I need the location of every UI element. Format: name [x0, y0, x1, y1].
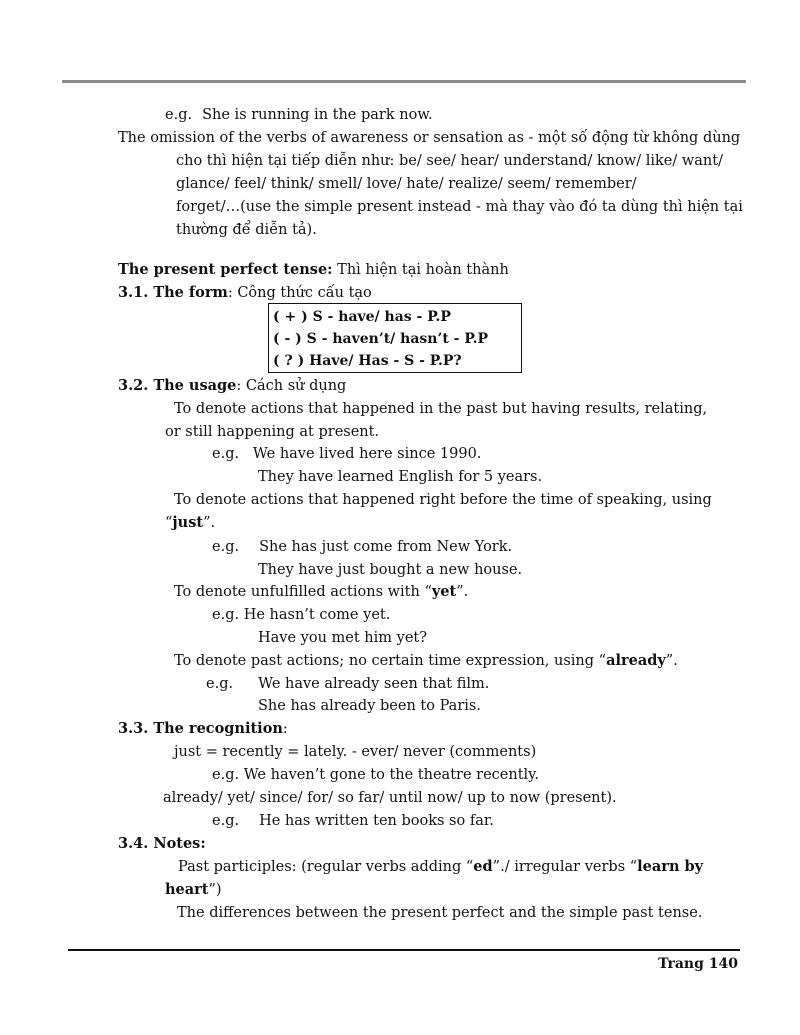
form-box — [268, 303, 522, 373]
subsection-heading-recognition: 3.3. The recognition: — [118, 720, 288, 737]
text-line: To denote past actions; no certain time expression, using “already”. — [174, 652, 678, 669]
text-line: “just”. — [165, 514, 216, 531]
form-question: ( ? ) Have/ Has - S - P.P? — [273, 353, 462, 369]
text-line: To denote actions that happened in the past but having results, relating, — [174, 401, 708, 417]
text-line: already/ yet/ since/ for/ so far/ until now/ up to now (present). — [163, 790, 617, 806]
example-line: e.g. We have already seen that film. — [206, 676, 490, 692]
example-line: Have you met him yet? — [258, 630, 428, 646]
text-line: or still happening at present. — [165, 424, 380, 440]
section-heading: The present perfect tense: Thì hiện tại hoàn thành — [118, 261, 509, 278]
example-line: e.g. We haven’t gone to the theatre recently. — [212, 767, 540, 783]
footer-rule — [68, 949, 740, 951]
example-line: e.g. She has just come from New York. — [212, 539, 513, 555]
text-line: The omission of the verbs of awareness or sensation as - một số động từ không dùng — [118, 130, 741, 146]
text-line: just = recently = lately. - ever/ never (comments) — [174, 744, 537, 760]
subsection-heading-form: 3.1. The form: Công thức cấu tạo — [118, 284, 372, 301]
subsection-heading-usage: 3.2. The usage: Cách sử dụng — [118, 377, 347, 394]
text-line: To denote actions that happened right before the time of speaking, using — [174, 492, 712, 508]
example-line: They have learned English for 5 years. — [258, 469, 543, 485]
form-positive: ( + ) S - have/ has - P.P — [273, 309, 451, 325]
example-line: e.g. She is running in the park now. — [165, 107, 433, 123]
header-rule — [62, 80, 746, 83]
text-line: glance/ feel/ think/ smell/ love/ hate/ realize/ seem/ remember/ — [176, 176, 637, 192]
text-line: cho thì hiện tại tiếp diễn như: be/ see/ hear/ understand/ know/ like/ want/ — [176, 153, 723, 169]
example-line: e.g. He has written ten books so far. — [212, 813, 494, 829]
text-line: forget/…(use the simple present instead - mà thay vào đó ta dùng thì hiện tại — [176, 199, 743, 215]
example-line: e.g. He hasn’t come yet. — [212, 607, 391, 623]
page-number: Trang 140 — [658, 956, 738, 972]
text-line: heart”) — [165, 881, 222, 898]
subsection-heading-notes: 3.4. Notes: — [118, 835, 206, 852]
example-line: They have just bought a new house. — [258, 562, 523, 578]
example-line: She has already been to Paris. — [258, 698, 481, 714]
text-line: The differences between the present perfect and the simple past tense. — [177, 905, 703, 921]
text-line: thường để diễn tả). — [176, 222, 317, 238]
text-line: To denote unfulfilled actions with “yet”. — [174, 583, 469, 600]
text-line: Past participles: (regular verbs adding “ed”./ irregular verbs “learn by — [178, 858, 704, 875]
example-line: e.g. We have lived here since 1990. — [212, 446, 482, 462]
form-negative: ( - ) S - haven’t/ hasn’t - P.P — [273, 331, 488, 347]
